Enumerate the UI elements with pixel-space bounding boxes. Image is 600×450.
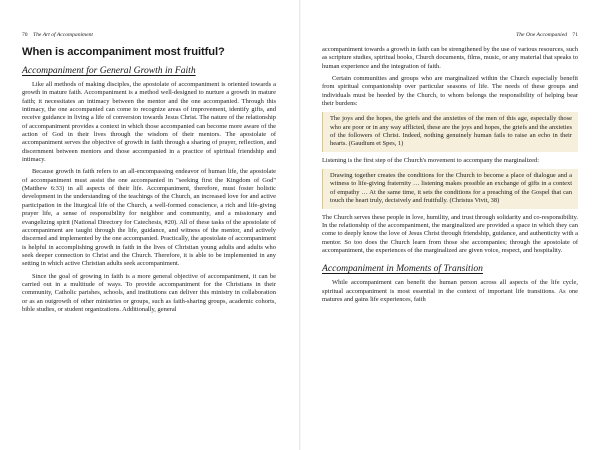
left-running-title: The Art of Accompaniment xyxy=(33,32,93,38)
quote-text: Drawing together creates the conditions for the Church to become a place of dialogue and a witness to life-giving fraternity … listening makes possible an exchange of gifts in a context of empathy … At the same time, it sets the conditions for a preaching of the Gospel that can touch the heart truly, decisively and fruitfully. (Christus Vivit, 38) xyxy=(330,172,572,205)
subheading-transition: Accompaniment in Moments of Transition xyxy=(322,263,483,275)
block-quote-gaudium xyxy=(322,112,578,151)
right-running-head xyxy=(322,32,578,38)
quote-text: The joys and the hopes, the griefs and the anxieties of the men of this age, especially those who are poor or in any way afflicted, these are the joys and hopes, the griefs and the anxieties of the followers of Christ. Indeed, nothing genuinely human fails to raise an echo in their hearts. (Gaudium et Spes, 1) xyxy=(330,115,572,148)
right-page xyxy=(300,0,600,450)
right-page-number: 71 xyxy=(572,32,578,38)
left-running-head xyxy=(22,32,276,38)
left-paragraph: Because growth in faith refers to an all-encompassing endeavor of human life, the apostolate of accompaniment must assist the one accompanied in "seeking first the Kingdom of God" (Matthew 6:33) in all aspects of their life. Accompaniment, therefore, must foster holistic development in the understanding of the teachings of the Church, an increased love for and active participation in the liturgical life of the Church, a well-formed conscience, a rich and life-giving prayer life, a sense of responsibility for neighbor and community, and a missionary and evangelizing spirit (National Directory for Catechesis, #20). All of these tasks of the apostolate of accompaniment are taught through the life, guidance, and witness of the mentor, and actively discerned and implemented by the one accompanied. Practically, the apostolate of accompaniment is helpful in accomplishing growth in faith in the lives of Christian young adults and adults who seek deeper connection to Christ and the Church. Therefore, it is able to be implemented in any setting in which active Christian adults seek accompaniment. xyxy=(22,168,276,268)
left-paragraph: Like all methods of making disciples, the apostolate of accompaniment is oriented towards a growth in mature faith. Accompaniment is a method well-designed to nurture a growth in mature faith; it necessitates an intimacy between the mentor and the one accompanied. Through this intimacy, the one accompanied can come to recognize areas of improvement, identify gifts, and receive guidance in living a life of conversion towards Jesus Christ. The nature of the relationship of accompaniment provides a context in which those accompanied can become more aware of the action of God in their lives through the wisdom of their mentors. The apostolate of accompaniment serves the objective of growth in faith through a sharing of prayer, reflection, and discernment between mentors and those accompanied in a practice of spiritual friendship and intimacy. xyxy=(22,81,276,164)
right-paragraph: Certain communities and groups who are marginalized within the Church especially benefit from spiritual companionship over particular seasons of life. The needs of these groups and individuals must be heeded by the Church, to whom belongs the responsibility of helping bear their burdens: xyxy=(322,75,578,108)
block-quote-christus-vivit xyxy=(322,169,578,208)
right-page-header xyxy=(516,32,578,38)
right-paragraph: While accompaniment can benefit the human person across all aspects of the life cycle, spiritual accompaniment is most essential in the context of important life transitions. As one matures and gains life experiences, faith xyxy=(322,279,578,303)
right-paragraph: accompaniment towards a growth in faith can be strengthened by the use of various resources, such as scripture studies, spiritual books, Church documents, films, music, or any material that speaks to human experience and the integration of faith. xyxy=(322,46,578,70)
section-heading: When is accompaniment most fruitful? xyxy=(22,46,225,58)
right-paragraph: Listening is the first step of the Church's movement to accompany the marginalized: xyxy=(322,156,540,164)
subheading-general-growth: Accompaniment for General Growth in Faith xyxy=(22,65,196,76)
right-paragraph: The Church serves these people in love, humility, and trust through solidarity and co-responsibility. In the relationship of the accompaniment, the marginalized are provided a space in which they can come to deeply know the love of Jesus Christ through friendship, guidance, and authenticity with a mentor. So too does the Church learn from those she accompanies; through the apostolate of accompaniment, the experiences of the marginalized are given voice, respect, and hospitality. xyxy=(322,213,578,254)
left-page-number: 70 xyxy=(22,32,28,38)
left-page-header xyxy=(22,32,93,38)
right-running-title: The One Accompanied xyxy=(516,32,567,38)
left-paragraph: Since the goal of growing in faith is a more general objective of accompaniment, it can be carried out in a multitude of ways. To provide accompaniment for the Christians in their community, Catholic parishes, schools, and institutions can deliver this ministry in collaboration or as an outgrowth of other ministries or groups, such as faith-sharing groups, academic cohorts, bible studies, or student organizations. Additionally, general xyxy=(22,272,276,313)
